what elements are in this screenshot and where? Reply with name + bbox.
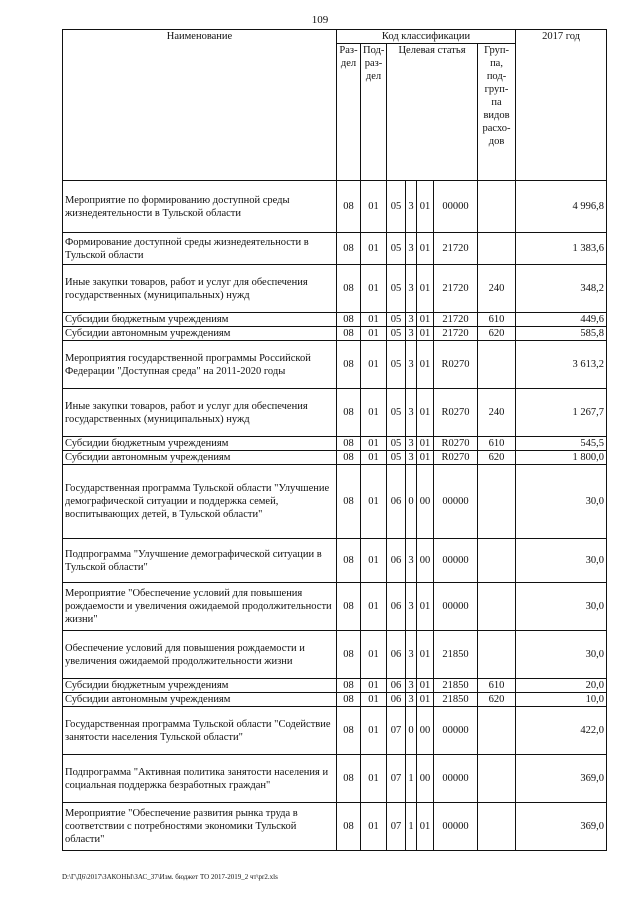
target-event-cell: 01 bbox=[417, 233, 434, 265]
amount-cell: 4 996,8 bbox=[516, 181, 607, 233]
target-direction-cell: 21850 bbox=[434, 679, 478, 693]
amount-cell: 30,0 bbox=[516, 583, 607, 631]
column-header-year: 2017 год bbox=[516, 30, 607, 181]
podrazdel-cell: 01 bbox=[361, 693, 387, 707]
amount-cell: 348,2 bbox=[516, 265, 607, 313]
podrazdel-cell: 01 bbox=[361, 313, 387, 327]
amount-cell: 10,0 bbox=[516, 693, 607, 707]
expense-type-cell: 610 bbox=[478, 437, 516, 451]
razdel-cell: 08 bbox=[337, 437, 361, 451]
name-cell: Иные закупки товаров, работ и услуг для обеспечения государственных (муниципальных) нужд bbox=[63, 389, 337, 437]
table-row bbox=[63, 389, 607, 437]
razdel-cell: 08 bbox=[337, 389, 361, 437]
target-program-cell: 05 bbox=[387, 265, 406, 313]
table-row bbox=[63, 707, 607, 755]
name-cell: Подпрограмма "Активная политика занятости населения и социальная поддержка безработных граждан" bbox=[63, 755, 337, 803]
amount-cell: 545,5 bbox=[516, 437, 607, 451]
table-row bbox=[63, 465, 607, 539]
target-direction-cell: 00000 bbox=[434, 803, 478, 851]
expense-type-cell: 610 bbox=[478, 679, 516, 693]
target-event-cell: 01 bbox=[417, 693, 434, 707]
name-cell: Мероприятие "Обеспечение развития рынка труда в соответствии с потребностями экономики Тульской области" bbox=[63, 803, 337, 851]
amount-cell: 1 800,0 bbox=[516, 451, 607, 465]
target-subprogram-cell: 3 bbox=[406, 313, 417, 327]
target-subprogram-cell: 1 bbox=[406, 803, 417, 851]
podrazdel-cell: 01 bbox=[361, 451, 387, 465]
razdel-cell: 08 bbox=[337, 679, 361, 693]
target-program-cell: 05 bbox=[387, 181, 406, 233]
podrazdel-cell: 01 bbox=[361, 803, 387, 851]
target-event-cell: 00 bbox=[417, 539, 434, 583]
table-row bbox=[63, 755, 607, 803]
table-row bbox=[63, 313, 607, 327]
target-event-cell: 00 bbox=[417, 755, 434, 803]
razdel-cell: 08 bbox=[337, 539, 361, 583]
target-direction-cell: 21850 bbox=[434, 631, 478, 679]
razdel-cell: 08 bbox=[337, 451, 361, 465]
name-cell: Обеспечение условий для повышения рождаемости и увеличения ожидаемой продолжительности жизни bbox=[63, 631, 337, 679]
target-program-cell: 05 bbox=[387, 313, 406, 327]
target-event-cell: 01 bbox=[417, 437, 434, 451]
target-program-cell: 07 bbox=[387, 755, 406, 803]
razdel-cell: 08 bbox=[337, 693, 361, 707]
target-subprogram-cell: 3 bbox=[406, 233, 417, 265]
target-event-cell: 01 bbox=[417, 803, 434, 851]
expense-type-cell bbox=[478, 181, 516, 233]
table-row bbox=[63, 181, 607, 233]
amount-cell: 1 383,6 bbox=[516, 233, 607, 265]
amount-cell: 422,0 bbox=[516, 707, 607, 755]
target-direction-cell: 00000 bbox=[434, 465, 478, 539]
column-header-target: Целевая статья bbox=[387, 44, 478, 181]
table-row bbox=[63, 437, 607, 451]
expense-type-cell bbox=[478, 341, 516, 389]
razdel-cell: 08 bbox=[337, 803, 361, 851]
target-subprogram-cell: 0 bbox=[406, 707, 417, 755]
name-cell: Государственная программа Тульской области "Улучшение демографической ситуации и поддержка семей, воспитывающих детей, в Тульской области" bbox=[63, 465, 337, 539]
column-header-razdel: Раз- дел bbox=[337, 44, 361, 181]
table-row bbox=[63, 803, 607, 851]
target-program-cell: 06 bbox=[387, 693, 406, 707]
target-subprogram-cell: 0 bbox=[406, 465, 417, 539]
target-program-cell: 05 bbox=[387, 437, 406, 451]
amount-cell: 30,0 bbox=[516, 631, 607, 679]
table-row bbox=[63, 631, 607, 679]
name-cell: Формирование доступной среды жизнедеятельности в Тульской области bbox=[63, 233, 337, 265]
target-direction-cell: 00000 bbox=[434, 707, 478, 755]
name-cell: Мероприятие по формированию доступной среды жизнедеятельности в Тульской области bbox=[63, 181, 337, 233]
column-header-vid: Груп- па, под- груп- па видов расхо- дов bbox=[478, 44, 516, 181]
name-cell: Субсидии бюджетным учреждениям bbox=[63, 313, 337, 327]
podrazdel-cell: 01 bbox=[361, 465, 387, 539]
target-program-cell: 05 bbox=[387, 327, 406, 341]
razdel-cell: 08 bbox=[337, 313, 361, 327]
target-direction-cell: 21850 bbox=[434, 693, 478, 707]
target-event-cell: 01 bbox=[417, 265, 434, 313]
page-number: 109 bbox=[311, 14, 329, 26]
expense-type-cell bbox=[478, 803, 516, 851]
table-row bbox=[63, 341, 607, 389]
expense-type-cell: 620 bbox=[478, 451, 516, 465]
target-program-cell: 06 bbox=[387, 583, 406, 631]
podrazdel-cell: 01 bbox=[361, 265, 387, 313]
target-event-cell: 01 bbox=[417, 341, 434, 389]
target-event-cell: 01 bbox=[417, 389, 434, 437]
amount-cell: 1 267,7 bbox=[516, 389, 607, 437]
name-cell: Мероприятия государственной программы Российской Федерации "Доступная среда" на 2011-2020 годы bbox=[63, 341, 337, 389]
name-cell: Субсидии бюджетным учреждениям bbox=[63, 679, 337, 693]
expense-type-cell bbox=[478, 465, 516, 539]
podrazdel-cell: 01 bbox=[361, 233, 387, 265]
razdel-cell: 08 bbox=[337, 707, 361, 755]
expense-type-cell: 240 bbox=[478, 389, 516, 437]
expense-type-cell bbox=[478, 707, 516, 755]
target-subprogram-cell: 3 bbox=[406, 693, 417, 707]
podrazdel-cell: 01 bbox=[361, 389, 387, 437]
expense-type-cell bbox=[478, 755, 516, 803]
table-row bbox=[63, 451, 607, 465]
name-cell: Подпрограмма "Улучшение демографической ситуации в Тульской области" bbox=[63, 539, 337, 583]
amount-cell: 449,6 bbox=[516, 313, 607, 327]
target-program-cell: 06 bbox=[387, 465, 406, 539]
expense-type-cell bbox=[478, 539, 516, 583]
amount-cell: 369,0 bbox=[516, 755, 607, 803]
name-cell: Субсидии автономным учреждениям bbox=[63, 693, 337, 707]
target-subprogram-cell: 3 bbox=[406, 389, 417, 437]
expense-type-cell: 620 bbox=[478, 327, 516, 341]
amount-cell: 585,8 bbox=[516, 327, 607, 341]
target-program-cell: 06 bbox=[387, 631, 406, 679]
expense-type-cell: 240 bbox=[478, 265, 516, 313]
target-event-cell: 01 bbox=[417, 313, 434, 327]
expense-type-cell: 610 bbox=[478, 313, 516, 327]
target-direction-cell: 00000 bbox=[434, 755, 478, 803]
target-direction-cell: 21720 bbox=[434, 233, 478, 265]
razdel-cell: 08 bbox=[337, 465, 361, 539]
amount-cell: 30,0 bbox=[516, 465, 607, 539]
table-row bbox=[63, 693, 607, 707]
column-header-podrazdel: Под- раз- дел bbox=[361, 44, 387, 181]
column-header-classification: Код классификации bbox=[337, 30, 516, 44]
name-cell: Государственная программа Тульской области "Содействие занятости населения Тульской области" bbox=[63, 707, 337, 755]
target-subprogram-cell: 3 bbox=[406, 451, 417, 465]
target-event-cell: 01 bbox=[417, 181, 434, 233]
table-row bbox=[63, 539, 607, 583]
expense-type-cell bbox=[478, 233, 516, 265]
razdel-cell: 08 bbox=[337, 181, 361, 233]
podrazdel-cell: 01 bbox=[361, 181, 387, 233]
target-direction-cell: R0270 bbox=[434, 389, 478, 437]
target-direction-cell: 21720 bbox=[434, 327, 478, 341]
table-row bbox=[63, 327, 607, 341]
podrazdel-cell: 01 bbox=[361, 437, 387, 451]
target-direction-cell: 21720 bbox=[434, 265, 478, 313]
name-cell: Иные закупки товаров, работ и услуг для обеспечения государственных (муниципальных) нужд bbox=[63, 265, 337, 313]
target-direction-cell: R0270 bbox=[434, 451, 478, 465]
table-row bbox=[63, 265, 607, 313]
target-program-cell: 05 bbox=[387, 389, 406, 437]
podrazdel-cell: 01 bbox=[361, 631, 387, 679]
target-direction-cell: 21720 bbox=[434, 313, 478, 327]
table-row bbox=[63, 233, 607, 265]
podrazdel-cell: 01 bbox=[361, 539, 387, 583]
target-direction-cell: 00000 bbox=[434, 181, 478, 233]
target-event-cell: 01 bbox=[417, 679, 434, 693]
target-program-cell: 05 bbox=[387, 341, 406, 389]
razdel-cell: 08 bbox=[337, 265, 361, 313]
target-event-cell: 00 bbox=[417, 465, 434, 539]
column-header-name: Наименование bbox=[63, 30, 337, 181]
target-event-cell: 00 bbox=[417, 707, 434, 755]
podrazdel-cell: 01 bbox=[361, 327, 387, 341]
podrazdel-cell: 01 bbox=[361, 341, 387, 389]
razdel-cell: 08 bbox=[337, 583, 361, 631]
file-path-footer: D:\Г\Д6\2017\ЗАКОНЫ\ЗАС_37\Изм. бюджет ТО 2017-2019_2 чт\pr2.xls bbox=[62, 873, 278, 881]
name-cell: Мероприятие "Обеспечение условий для повышения рождаемости и увеличения ожидаемой продолжительности жизни" bbox=[63, 583, 337, 631]
target-direction-cell: R0270 bbox=[434, 437, 478, 451]
razdel-cell: 08 bbox=[337, 755, 361, 803]
amount-cell: 369,0 bbox=[516, 803, 607, 851]
name-cell: Субсидии бюджетным учреждениям bbox=[63, 437, 337, 451]
target-event-cell: 01 bbox=[417, 631, 434, 679]
expense-type-cell bbox=[478, 583, 516, 631]
target-subprogram-cell: 3 bbox=[406, 265, 417, 313]
table-row bbox=[63, 679, 607, 693]
razdel-cell: 08 bbox=[337, 233, 361, 265]
target-subprogram-cell: 3 bbox=[406, 679, 417, 693]
target-subprogram-cell: 3 bbox=[406, 181, 417, 233]
target-subprogram-cell: 3 bbox=[406, 341, 417, 389]
podrazdel-cell: 01 bbox=[361, 583, 387, 631]
amount-cell: 30,0 bbox=[516, 539, 607, 583]
target-event-cell: 01 bbox=[417, 327, 434, 341]
podrazdel-cell: 01 bbox=[361, 755, 387, 803]
podrazdel-cell: 01 bbox=[361, 707, 387, 755]
target-subprogram-cell: 3 bbox=[406, 437, 417, 451]
target-program-cell: 07 bbox=[387, 707, 406, 755]
target-program-cell: 05 bbox=[387, 451, 406, 465]
target-program-cell: 06 bbox=[387, 679, 406, 693]
target-program-cell: 05 bbox=[387, 233, 406, 265]
target-event-cell: 01 bbox=[417, 451, 434, 465]
target-subprogram-cell: 3 bbox=[406, 327, 417, 341]
table-row bbox=[63, 583, 607, 631]
target-subprogram-cell: 3 bbox=[406, 539, 417, 583]
budget-table bbox=[62, 29, 607, 851]
target-subprogram-cell: 1 bbox=[406, 755, 417, 803]
target-subprogram-cell: 3 bbox=[406, 631, 417, 679]
razdel-cell: 08 bbox=[337, 631, 361, 679]
razdel-cell: 08 bbox=[337, 341, 361, 389]
target-direction-cell: 00000 bbox=[434, 583, 478, 631]
amount-cell: 20,0 bbox=[516, 679, 607, 693]
target-direction-cell: 00000 bbox=[434, 539, 478, 583]
amount-cell: 3 613,2 bbox=[516, 341, 607, 389]
target-event-cell: 01 bbox=[417, 583, 434, 631]
expense-type-cell: 620 bbox=[478, 693, 516, 707]
target-subprogram-cell: 3 bbox=[406, 583, 417, 631]
name-cell: Субсидии автономным учреждениям bbox=[63, 327, 337, 341]
target-program-cell: 07 bbox=[387, 803, 406, 851]
podrazdel-cell: 01 bbox=[361, 679, 387, 693]
target-direction-cell: R0270 bbox=[434, 341, 478, 389]
razdel-cell: 08 bbox=[337, 327, 361, 341]
name-cell: Субсидии автономным учреждениям bbox=[63, 451, 337, 465]
expense-type-cell bbox=[478, 631, 516, 679]
target-program-cell: 06 bbox=[387, 539, 406, 583]
